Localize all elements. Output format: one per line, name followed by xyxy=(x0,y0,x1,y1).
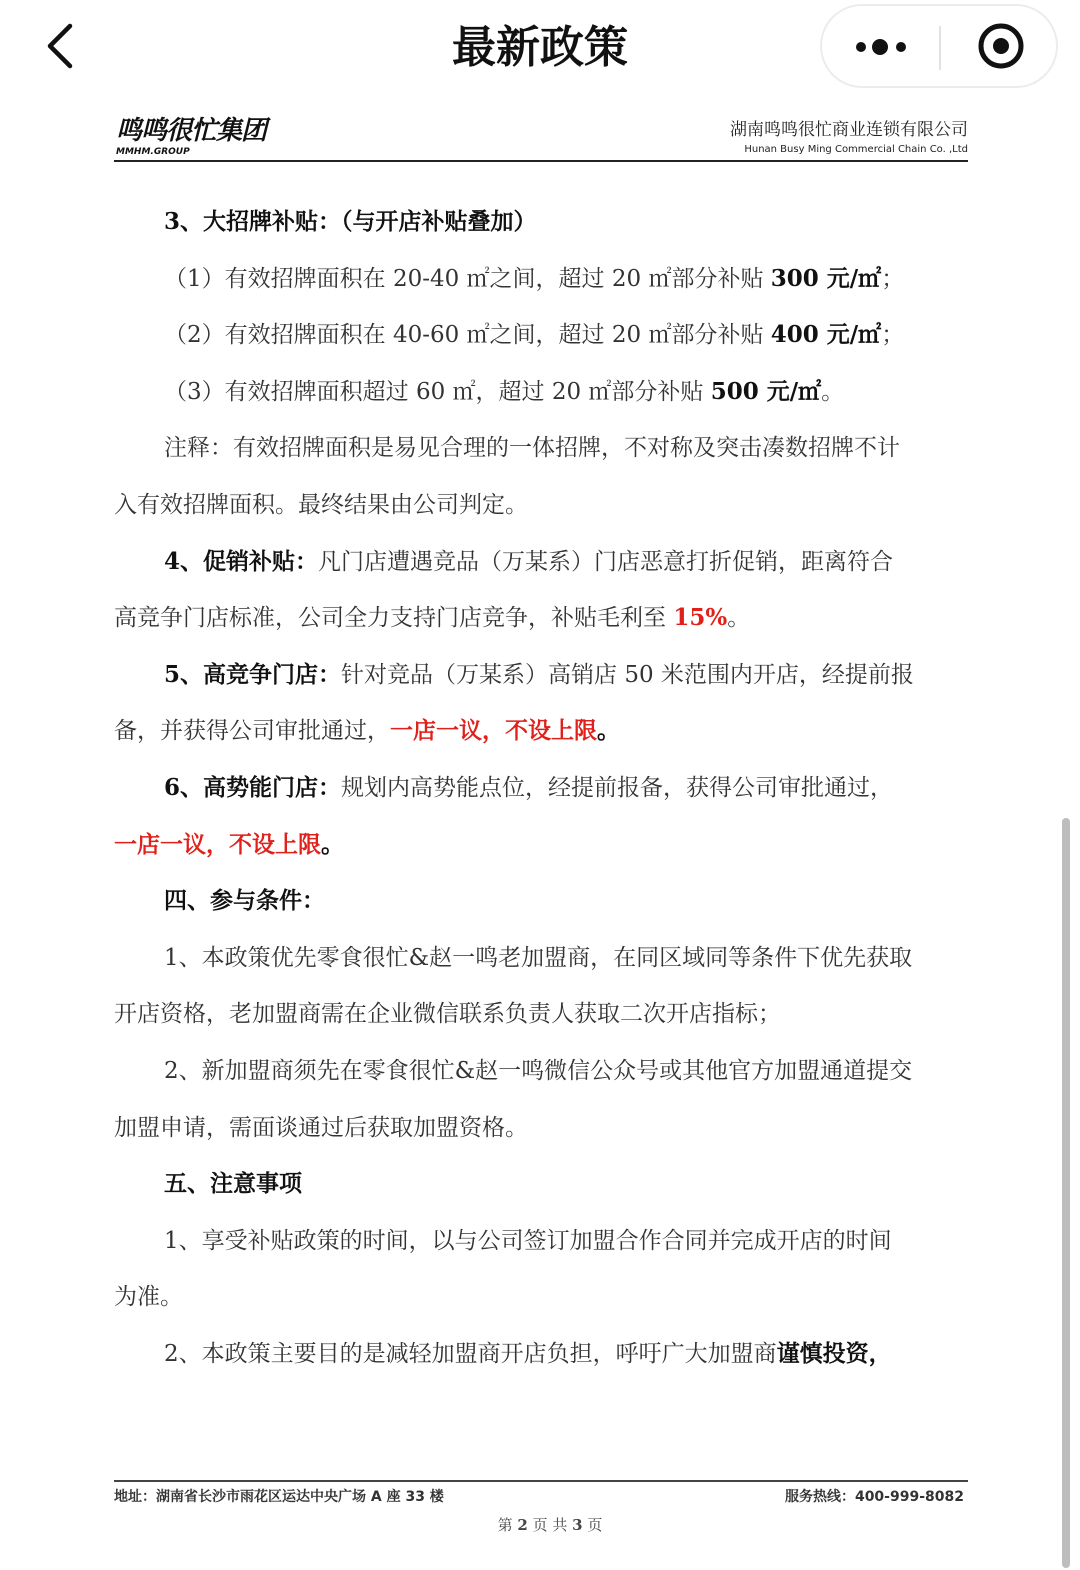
section-4-line-2: 高竞争门店标准，公司全力支持门店竞争，补贴毛利至 15%。 xyxy=(114,604,751,632)
section-5-line-2: 备，并获得公司审批通过，一店一议，不设上限。 xyxy=(114,717,620,745)
document-body xyxy=(114,194,968,1382)
company-name-en: Hunan Busy Ming Commercial Chain Co. ,Ltd xyxy=(744,144,968,155)
highlight-red: 15% xyxy=(673,604,728,632)
more-button[interactable] xyxy=(822,6,939,86)
target-circle-icon xyxy=(976,21,1026,71)
policy-document xyxy=(0,96,1080,1570)
section-5-line-1: 5、高竞争门店：针对竞品（万某系）高销店 50 米范围内开店，经提前报 xyxy=(164,660,914,688)
logo-text-en: MMHM.GROUP xyxy=(116,147,190,157)
footer-rule xyxy=(114,1480,968,1482)
section-3-item-1: （1）有效招牌面积在 20-40 ㎡之间，超过 20 ㎡部分补贴 300 元/㎡； xyxy=(164,264,905,292)
highlight-red: 一店一议，不设上限 xyxy=(114,830,321,858)
highlight-red: 一店一议，不设上限 xyxy=(390,717,597,745)
section-4-line-1: 4、促销补贴：凡门店遭遇竞品（万某系）门店恶意打折促销，距离符合 xyxy=(164,547,894,575)
page-number: 第 2 页 共 3 页 xyxy=(497,1516,603,1534)
section-3-title: 3、大招牌补贴：（与开店补贴叠加） xyxy=(164,208,537,235)
mini-program-capsule xyxy=(820,4,1058,88)
chevron-left-icon xyxy=(36,18,92,74)
footer-hotline: 服务热线：400-999-8082 xyxy=(784,1489,964,1505)
chapter-5-item-2: 2、本政策主要目的是减轻加盟商开店负担，呼吁广大加盟商谨慎投资， xyxy=(164,1339,892,1367)
company-name-cn: 湖南鸣鸣很忙商业连锁有限公司 xyxy=(730,120,968,140)
chapter-4-title: 四、参与条件： xyxy=(164,887,325,915)
section-3-note-line-2: 入有效招牌面积。最终结果由公司判定。 xyxy=(114,491,528,518)
company-name-block xyxy=(730,118,968,158)
top-navigation-bar xyxy=(0,0,1080,96)
chapter-4-item-1-line-2: 开店资格，老加盟商需在企业微信联系负责人获取二次开店指标； xyxy=(114,1001,781,1028)
section-3-note-line-1: 注释：有效招牌面积是易见合理的一体招牌，不对称及突击凑数招牌不计 xyxy=(164,435,900,462)
section-3-item-3: （3）有效招牌面积超过 60 ㎡，超过 20 ㎡部分补贴 500 元/㎡。 xyxy=(164,377,845,405)
footer-address: 地址：湖南省长沙市雨花区运达中央广场 A 座 33 楼 xyxy=(114,1489,444,1505)
page-title: 最新政策 xyxy=(452,22,628,73)
section-6-line-1: 6、高势能门店：规划内高势能点位，经提前报备，获得公司审批通过， xyxy=(164,773,894,801)
group-logo xyxy=(116,116,286,164)
chapter-4-item-1-line-1: 1、本政策优先零食很忙&赵一鸣老加盟商，在同区域同等条件下优先获取 xyxy=(164,944,913,971)
more-dots-icon xyxy=(852,34,912,60)
section-3-item-2: （2）有效招牌面积在 40-60 ㎡之间，超过 20 ㎡部分补贴 400 元/㎡； xyxy=(164,321,905,349)
close-button[interactable] xyxy=(941,6,1058,86)
vertical-scrollbar[interactable] xyxy=(1062,818,1070,1568)
chapter-5-title: 五、注意事项 xyxy=(164,1170,302,1198)
header-rule xyxy=(114,160,968,162)
chapter-4-item-2-line-1: 2、新加盟商须先在零食很忙&赵一鸣微信公众号或其他官方加盟通道提交 xyxy=(164,1057,913,1084)
logo-text-cn: 鸣鸣很忙集团 xyxy=(116,116,267,146)
section-6-line-2: 一店一议，不设上限。 xyxy=(114,830,344,858)
back-button[interactable] xyxy=(36,18,92,74)
chapter-5-item-1-line-1: 1、享受补贴政策的时间，以与公司签订加盟合作合同并完成开店的时间 xyxy=(164,1227,892,1254)
chapter-5-item-1-line-2: 为准。 xyxy=(114,1284,183,1311)
chapter-4-item-2-line-2: 加盟申请，需面谈通过后获取加盟资格。 xyxy=(114,1114,528,1141)
